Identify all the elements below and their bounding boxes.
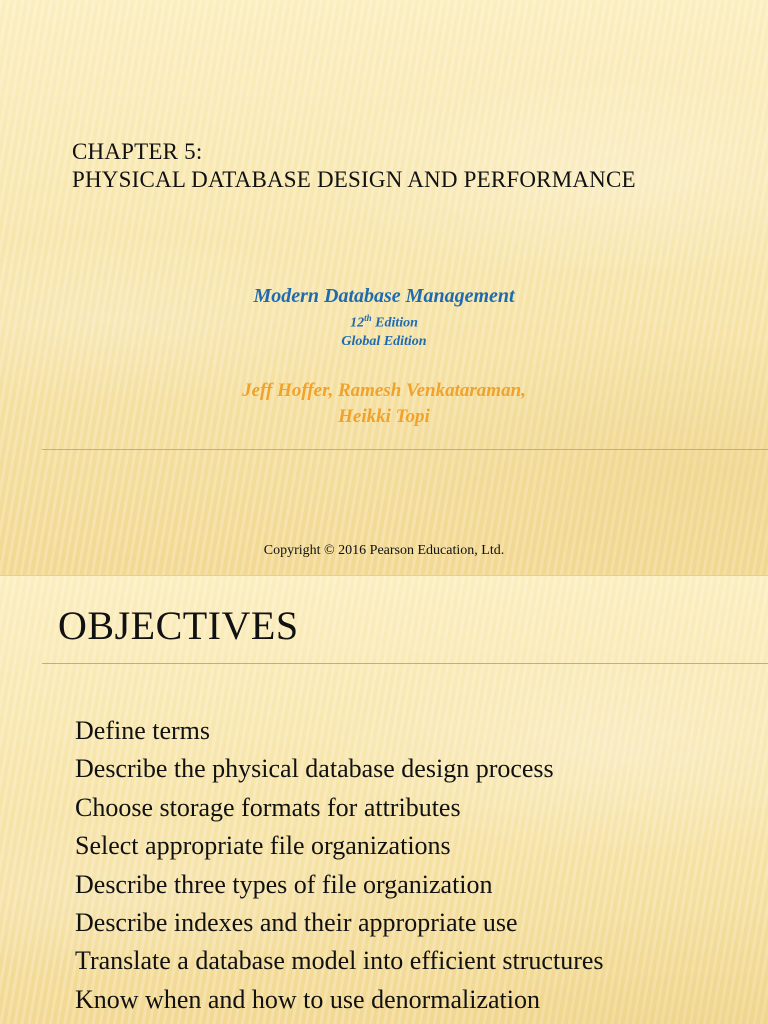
title-divider — [42, 449, 768, 450]
objectives-divider — [42, 663, 768, 664]
objective-item: Describe the physical database design process — [75, 754, 554, 784]
objective-item: Know when and how to use denormalization — [75, 984, 541, 1014]
edition-label — [0, 313, 768, 332]
edition-word: Edition — [371, 315, 418, 331]
objective-item: Select appropriate file organizations — [75, 831, 451, 861]
chapter-heading — [72, 138, 636, 194]
objective-item: Choose storage formats for attributes — [75, 792, 461, 822]
objective-item: Describe indexes and their appropriate use — [75, 907, 518, 937]
objective-item: Define terms — [75, 716, 211, 745]
chapter-title: PHYSICAL DATABASE DESIGN AND PERFORMANCE — [72, 167, 636, 192]
copyright-notice: Copyright © 2016 Pearson Education, Ltd. — [263, 543, 505, 558]
book-title: Modern Database Management — [253, 285, 515, 307]
objective-item: Describe three types of file organization — [75, 869, 493, 899]
authors-line-2: Heikki Topi — [338, 406, 430, 427]
chapter-number: CHAPTER 5: — [72, 139, 203, 164]
objectives-slide — [0, 576, 768, 1024]
edition-number: 12 — [350, 315, 365, 331]
authors — [0, 378, 768, 430]
objective-item: Translate a database model into efficient structures — [75, 946, 604, 976]
global-edition-label: Global Edition — [341, 334, 427, 349]
objectives-list — [75, 712, 604, 1019]
objectives-title: OBJECTIVES — [58, 603, 299, 648]
edition-suffix: th — [364, 313, 372, 323]
authors-line-1: Jeff Hoffer, Ramesh Venkataraman, — [242, 380, 526, 401]
